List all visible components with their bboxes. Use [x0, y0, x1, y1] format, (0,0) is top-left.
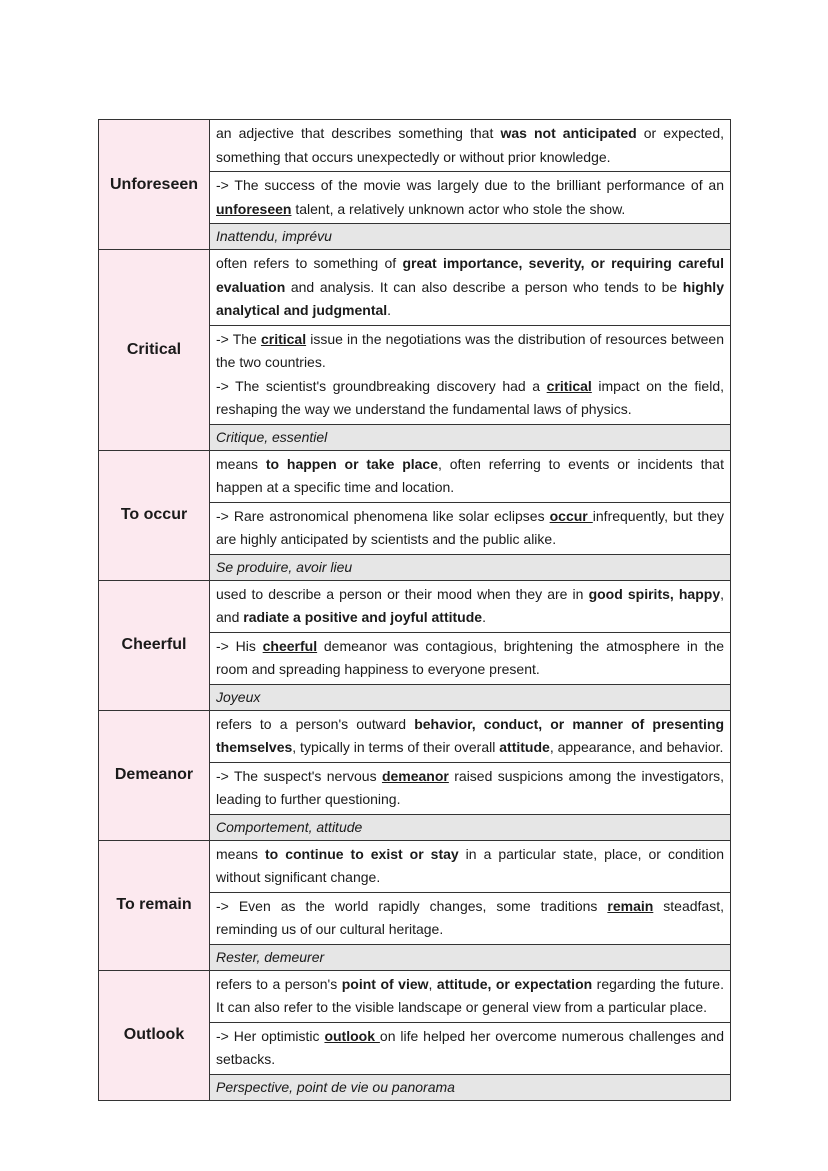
text-run: issue in the negotiations was the distribution of resources between the two countries. [216, 330, 724, 370]
text-run: -> Her optimistic [216, 1027, 325, 1044]
bold-text: good spirits, happy [588, 585, 721, 602]
vocab-content [210, 120, 731, 250]
highlighted-term: demeanor [381, 767, 449, 784]
text-run: means [216, 455, 266, 472]
text-run: -> His [216, 637, 263, 654]
vocab-term: Demeanor [99, 710, 210, 840]
bold-text: attitude, or expectation [436, 975, 593, 992]
text-run: steadfast, reminding us of our cultural heritage. [216, 897, 724, 937]
vocab-term: Cheerful [99, 580, 210, 710]
french-translation: Perspective, point de vie ou panorama [210, 1075, 730, 1100]
text-run: . [482, 609, 486, 625]
definition [210, 120, 730, 172]
vocab-term: Outlook [99, 970, 210, 1100]
vocab-entry [99, 250, 731, 451]
vocab-term: To remain [99, 840, 210, 970]
highlighted-term: unforeseen [216, 200, 292, 217]
french-translation: Comportement, attitude [210, 815, 730, 840]
vocabulary-table-body [99, 120, 731, 1101]
vocab-entry [99, 450, 731, 580]
text-run: means [216, 845, 266, 862]
french-translation: Critique, essentiel [210, 425, 730, 450]
text-run: often refers to something of [216, 255, 403, 271]
definition [210, 451, 730, 503]
bold-text: great importance, severity, or requiring careful evaluation [216, 255, 724, 295]
text-run: talent, a relatively unknown actor who stole the show. [291, 200, 626, 217]
highlighted-term: critical [546, 377, 592, 394]
highlighted-term: occur [549, 507, 593, 524]
text-run: used to describe a person or their mood when they are in [216, 585, 589, 602]
examples [210, 893, 730, 945]
text-run: an adjective that describes something that [216, 125, 501, 141]
highlighted-term: cheerful [262, 637, 318, 654]
bold-text: to happen or take place [265, 455, 439, 472]
example-sentence [216, 505, 724, 552]
vocab-term: To occur [99, 450, 210, 580]
text-run: , [428, 975, 437, 992]
definition [210, 711, 730, 763]
text-run: -> Rare astronomical phenomena like solar eclipses [216, 507, 550, 524]
vocab-content [210, 840, 731, 970]
definition [210, 250, 730, 326]
text-run: and analysis. It can also describe a person who tends to be [285, 278, 683, 295]
example-sentence [216, 375, 724, 422]
examples [210, 1023, 730, 1075]
examples [210, 172, 730, 224]
text-run: -> Even as the world rapidly changes, some traditions [216, 897, 608, 914]
text-run: -> The scientist's groundbreaking discovery had a [216, 377, 547, 394]
highlighted-term: remain [607, 897, 654, 914]
text-run: demeanor was contagious, brightening the atmosphere in the room and spreading happiness to everyone present. [216, 637, 724, 677]
vocab-term: Critical [99, 250, 210, 451]
text-run: -> The [216, 330, 261, 347]
french-translation: Joyeux [210, 685, 730, 710]
text-run: , typically in terms of their overall [292, 739, 500, 755]
definition [210, 581, 730, 633]
text-run: , and [216, 585, 724, 625]
definition [210, 841, 730, 893]
text-run: , appearance, and behavior. [549, 739, 724, 755]
example-sentence [216, 328, 724, 375]
vocab-content [210, 450, 731, 580]
example-sentence [216, 174, 724, 221]
examples [210, 633, 730, 685]
vocab-entry [99, 710, 731, 840]
definition [210, 971, 730, 1023]
vocab-term: Unforeseen [99, 120, 210, 250]
bold-text: attitude [499, 739, 550, 755]
text-run: , often referring to events or incidents that happen at a specific time and location. [216, 455, 724, 495]
bold-text: point of view [341, 975, 429, 992]
text-run: -> The suspect's nervous [216, 767, 382, 784]
text-run: regarding the future. It can also refer to the visible landscape or general view from a particular place. [216, 975, 724, 1015]
example-sentence [216, 635, 724, 682]
example-sentence [216, 895, 724, 942]
text-run: raised suspicions among the investigators, leading to further questioning. [216, 767, 725, 807]
vocab-entry [99, 120, 731, 250]
text-run: infrequently, but they are highly anticipated by scientists and the public alike. [216, 507, 724, 547]
vocab-content [210, 970, 731, 1100]
vocab-content [210, 250, 731, 451]
bold-text: radiate a positive and joyful attitude [243, 609, 483, 625]
bold-text: behavior, conduct, or manner of presenting themselves [216, 715, 724, 755]
vocabulary-table [98, 119, 731, 1101]
text-run: refers to a person's outward [216, 715, 415, 732]
vocab-content [210, 580, 731, 710]
text-run: refers to a person's [216, 975, 342, 992]
vocab-entry [99, 970, 731, 1100]
vocab-entry [99, 580, 731, 710]
bold-text: highly analytical and judgmental [216, 278, 724, 318]
french-translation: Inattendu, imprévu [210, 224, 730, 249]
text-run: -> The success of the movie was largely due to the brilliant performance of an [216, 177, 724, 193]
examples [210, 503, 730, 555]
bold-text: was not anticipated [500, 125, 637, 141]
examples [210, 326, 730, 425]
text-run: in a particular state, place, or condition without significant change. [216, 845, 724, 885]
vocab-entry [99, 840, 731, 970]
text-run: or expected, something that occurs unexpectedly or without prior knowledge. [216, 125, 724, 165]
bold-text: to continue to exist or stay [265, 845, 459, 862]
vocab-content [210, 710, 731, 840]
highlighted-term: critical [260, 330, 307, 347]
examples [210, 763, 730, 815]
french-translation: Rester, demeurer [210, 945, 730, 970]
text-run: on life helped her overcome numerous challenges and setbacks. [216, 1027, 724, 1067]
example-sentence [216, 1025, 724, 1072]
text-run: . [387, 302, 392, 318]
highlighted-term: outlook [324, 1027, 380, 1044]
text-run: impact on the field, reshaping the way we understand the fundamental laws of physics. [216, 377, 724, 417]
example-sentence [216, 765, 724, 812]
french-translation: Se produire, avoir lieu [210, 555, 730, 580]
